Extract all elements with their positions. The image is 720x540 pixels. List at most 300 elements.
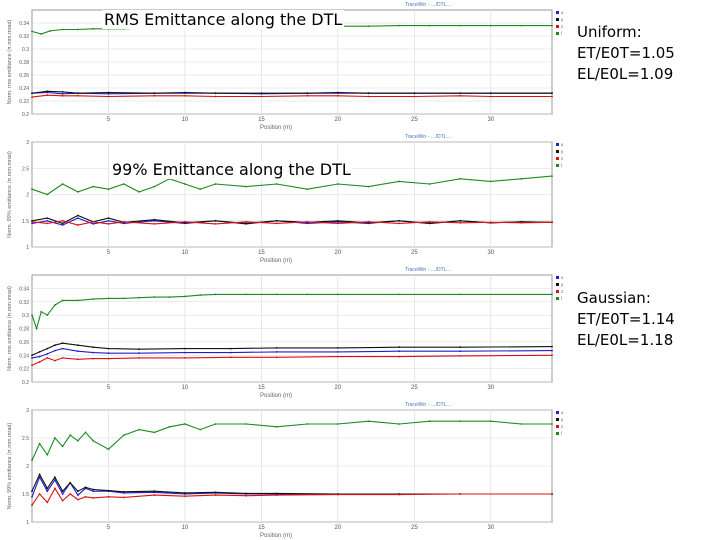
series-point-z (62, 357, 64, 359)
series-point-y (215, 220, 217, 222)
x-tick-label: 25 (411, 525, 418, 531)
series-point-y (108, 217, 110, 219)
series-point-y (398, 220, 400, 222)
x-tick-label: 5 (106, 250, 111, 256)
series-point-l (77, 191, 79, 193)
series-point-z (521, 222, 523, 224)
series-point-z (154, 95, 156, 97)
series-point-l (154, 432, 156, 434)
x-axis-label: Position (m) (259, 125, 293, 131)
series-point-l (245, 186, 247, 188)
series-point-l (199, 429, 201, 431)
series-point-l (31, 188, 33, 190)
rms-title: RMS Emittance along the DTL (104, 10, 343, 29)
series-point-l (62, 446, 64, 448)
series-point-l (551, 423, 553, 425)
series-point-l (245, 294, 247, 296)
series-point-l (490, 25, 492, 27)
series-point-x (62, 224, 64, 226)
series-point-l (39, 443, 41, 445)
legend-label-x: x (561, 275, 564, 280)
x-tick-label: 15 (258, 117, 265, 123)
legend-label-y: y (561, 149, 564, 154)
y-tick-label: 0.22 (19, 99, 29, 105)
series-point-l (490, 181, 492, 183)
series-point-y (62, 490, 64, 492)
series-point-z (215, 223, 217, 225)
series-point-l (62, 29, 64, 31)
uniform-el-ratio: EL/E0L=1.09 (577, 65, 674, 83)
series-point-l (521, 25, 523, 27)
series-point-l (184, 423, 186, 425)
y-tick-label: 0.24 (19, 353, 29, 360)
series-point-x (54, 350, 56, 352)
series-point-y (123, 491, 125, 493)
legend-marker-z (556, 157, 559, 160)
series-point-l (368, 420, 370, 422)
series-point-z (54, 488, 56, 490)
series-point-l (123, 298, 125, 300)
legend-label-z: z (561, 289, 564, 294)
series-point-y (31, 92, 33, 94)
series-point-l (108, 188, 110, 190)
series-point-l (138, 191, 140, 193)
series-point-l (521, 178, 523, 180)
series-point-l (40, 33, 42, 35)
x-tick-label: 20 (334, 385, 342, 391)
y-tick-label: 0.2 (22, 380, 29, 386)
series-point-l (199, 294, 201, 296)
series-point-z (108, 496, 110, 498)
series-point-l (551, 175, 553, 177)
series-point-y (276, 220, 278, 222)
series-point-l (62, 300, 64, 302)
y-axis-label: Norm. 99% emittance (π.mm.mrad) (7, 422, 13, 510)
series-point-y (138, 348, 140, 350)
series-point-x (62, 348, 64, 350)
series-point-y (77, 490, 79, 492)
series-point-y (108, 92, 110, 94)
x-tick-label: 10 (181, 385, 189, 391)
rms-gaussian-plot (0, 265, 572, 400)
series-point-l (31, 314, 33, 316)
series-point-z (184, 357, 186, 359)
legend-label-y: y (561, 282, 564, 287)
legend-marker-x (556, 143, 559, 146)
legend-marker-x (556, 11, 559, 14)
series-point-z (46, 94, 48, 96)
series-point-y (459, 346, 461, 348)
series-point-l (77, 29, 79, 31)
series-point-z (337, 95, 339, 97)
series-point-y (551, 346, 553, 348)
series-point-z (551, 354, 553, 356)
series-point-y (306, 92, 308, 94)
legend-label-x: x (561, 10, 564, 15)
series-point-z (31, 96, 33, 98)
p99-title: 99% Emittance along the DTL (112, 160, 351, 179)
series-point-z (368, 96, 370, 98)
x-tick-label: 25 (411, 250, 418, 256)
series-point-l (54, 304, 56, 306)
series-point-l (368, 25, 370, 27)
series-point-l (154, 186, 156, 188)
series-point-l (92, 186, 94, 188)
series-point-x (459, 350, 461, 352)
gaussian-et-ratio: ET/E0T=1.14 (577, 310, 675, 328)
x-tick-label: 10 (181, 250, 189, 256)
series-point-z (459, 493, 461, 495)
y-tick-label: 0.28 (19, 60, 29, 66)
series-point-y (184, 92, 186, 94)
series-point-x (337, 351, 339, 353)
gaussian-label: Gaussian: (577, 289, 651, 307)
gaussian-el-ratio: EL/E0L=1.18 (577, 331, 674, 349)
legend-label-y: y (561, 17, 564, 22)
legend-label-l: l (561, 296, 562, 301)
series-point-x (108, 352, 110, 354)
series-point-y (46, 217, 48, 219)
y-tick-label: 0.26 (19, 73, 29, 79)
series-point-z (337, 494, 339, 496)
series-point-x (92, 352, 94, 354)
series-point-y (245, 493, 247, 495)
legend-marker-y (556, 283, 559, 286)
y-tick-label: 0.32 (19, 299, 29, 306)
series-point-y (108, 490, 110, 492)
y-tick-label: 0.32 (19, 34, 29, 40)
series-point-z (261, 96, 263, 98)
y-tick-label: 2 (26, 192, 29, 199)
series-point-y (398, 346, 400, 348)
series-point-x (92, 490, 94, 492)
series-point-z (31, 364, 33, 366)
uniform-label: Uniform: (577, 23, 642, 41)
p99-gaussian-plot (0, 400, 572, 540)
y-tick-label: 0.24 (19, 86, 29, 92)
p99-uniform-plot (0, 132, 572, 265)
series-point-l (551, 294, 553, 296)
series-point-z (551, 221, 553, 223)
x-axis-label: Position (m) (259, 258, 293, 264)
uniform-note (577, 22, 675, 85)
series-point-y (62, 223, 64, 225)
series-point-l (429, 183, 431, 185)
x-tick-label: 15 (258, 525, 265, 531)
series-point-y (490, 92, 492, 94)
legend-marker-y (556, 418, 559, 421)
y-tick-label: 0.28 (19, 326, 29, 333)
series-point-z (429, 221, 431, 223)
series-point-x (62, 493, 64, 495)
series-point-y (551, 92, 553, 94)
y-tick-label: 2 (26, 464, 29, 470)
legend-marker-z (556, 25, 559, 28)
series-point-l (337, 423, 339, 425)
series-point-y (31, 354, 33, 356)
legend-marker-x (556, 276, 559, 279)
series-point-x (77, 217, 79, 219)
legend-label-l: l (561, 31, 562, 36)
plot-header: TraceWin - …/DTL… (405, 2, 452, 8)
series-point-l (276, 426, 278, 428)
series-point-z (154, 494, 156, 496)
series-point-z (62, 220, 64, 222)
x-tick-label: 25 (411, 117, 418, 123)
y-tick-label: 0.34 (19, 21, 29, 27)
series-point-l (62, 183, 64, 185)
series-point-l (521, 423, 523, 425)
series-point-l (551, 25, 553, 27)
plot-header: TraceWin - …/DTL… (405, 402, 452, 408)
series-point-l (306, 188, 308, 190)
series-point-z (184, 95, 186, 97)
x-axis-label: Position (m) (259, 533, 293, 539)
series-point-l (54, 437, 56, 439)
series-point-z (77, 499, 79, 501)
series-point-l (31, 460, 33, 462)
series-point-y (337, 347, 339, 349)
series-point-y (54, 344, 56, 346)
series-point-l (69, 434, 71, 436)
series-point-z (306, 221, 308, 223)
series-point-z (92, 497, 94, 499)
series-point-x (77, 494, 79, 496)
series-point-z (77, 358, 79, 360)
y-tick-label: 1.5 (22, 218, 29, 225)
series-point-l (490, 420, 492, 422)
series-point-z (398, 494, 400, 496)
series-point-l (31, 31, 33, 33)
series-point-z (184, 495, 186, 497)
series-point-z (92, 358, 94, 360)
series-point-x (230, 352, 232, 354)
series-point-z (62, 500, 64, 502)
series-point-x (39, 356, 41, 358)
series-point-x (46, 353, 48, 355)
series-point-y (62, 342, 64, 344)
y-tick-label: 0.3 (22, 313, 29, 320)
series-point-l (46, 454, 48, 456)
series-point-y (184, 492, 186, 494)
series-point-l (398, 181, 400, 183)
series-point-z (138, 357, 140, 359)
series-point-z (77, 95, 79, 97)
x-tick-label: 10 (181, 117, 189, 123)
series-point-y (414, 92, 416, 94)
y-tick-label: 0.22 (19, 366, 29, 373)
plot-header: TraceWin - …/DTL… (405, 134, 452, 140)
series-point-y (368, 92, 370, 94)
x-axis-label: Position (m) (259, 393, 293, 399)
series-point-l (276, 183, 278, 185)
x-tick-label: 30 (487, 385, 495, 391)
series-point-x (62, 93, 64, 95)
series-point-z (245, 221, 247, 223)
series-point-l (169, 426, 171, 428)
y-axis-label: Norm. rms emittance (π.mm.mrad) (7, 19, 13, 105)
series-point-l (92, 28, 94, 30)
y-tick-label: 2.5 (22, 436, 29, 442)
series-point-l (459, 420, 461, 422)
series-point-l (92, 298, 94, 300)
series-point-l (50, 30, 52, 32)
series-point-l (138, 429, 140, 431)
series-point-l (306, 294, 308, 296)
series-point-x (92, 223, 94, 225)
series-point-y (62, 91, 64, 93)
series-point-y (31, 490, 33, 492)
series-point-z (154, 223, 156, 225)
series-point-l (154, 296, 156, 298)
x-tick-label: 20 (334, 250, 342, 256)
series-point-z (123, 221, 125, 223)
legend-marker-y (556, 18, 559, 21)
x-tick-label: 15 (258, 385, 265, 391)
legend-label-z: z (561, 156, 564, 161)
series-point-l (337, 183, 339, 185)
series-point-l (46, 314, 48, 316)
series-point-z (31, 504, 33, 506)
x-tick-label: 10 (181, 525, 189, 531)
series-point-y (459, 220, 461, 222)
x-tick-label: 20 (334, 117, 342, 123)
series-point-z (276, 223, 278, 225)
legend-marker-x (556, 411, 559, 414)
series-point-z (184, 221, 186, 223)
series-point-y (429, 223, 431, 225)
series-point-l (123, 183, 125, 185)
series-point-x (184, 352, 186, 354)
series-point-x (31, 223, 33, 225)
series-point-l (215, 294, 217, 296)
series-point-z (108, 223, 110, 225)
y-tick-label: 2.5 (22, 166, 29, 173)
series-point-z (414, 96, 416, 98)
series-point-z (551, 493, 553, 495)
series-point-l (459, 178, 461, 180)
plot-header: TraceWin - …/DTL… (405, 267, 452, 273)
series-point-z (245, 495, 247, 497)
series-point-z (490, 221, 492, 223)
x-tick-label: 5 (106, 385, 111, 391)
series-point-z (459, 95, 461, 97)
gaussian-note (577, 288, 675, 351)
legend-label-x: x (561, 410, 564, 415)
series-point-z (459, 355, 461, 357)
series-point-l (398, 294, 400, 296)
legend-label-l: l (561, 431, 562, 436)
legend-marker-z (556, 290, 559, 293)
y-tick-label: 3 (26, 140, 29, 146)
series-point-l (85, 432, 87, 434)
series-point-z (31, 221, 33, 223)
series-point-z (230, 356, 232, 358)
series-point-z (368, 221, 370, 223)
series-point-z (46, 223, 48, 225)
y-tick-label: 0.2 (22, 112, 29, 118)
series-point-y (46, 90, 48, 92)
series-point-z (54, 360, 56, 362)
x-tick-label: 20 (334, 525, 342, 531)
series-point-z (276, 494, 278, 496)
series-point-z (459, 222, 461, 224)
series-point-l (459, 294, 461, 296)
series-point-l (398, 25, 400, 27)
series-point-y (54, 476, 56, 478)
y-tick-label: 0.34 (19, 286, 29, 293)
series-point-z (39, 361, 41, 363)
series-point-l (199, 188, 201, 190)
series-point-z (551, 96, 553, 98)
series-point-x (138, 352, 140, 354)
legend-label-z: z (561, 24, 564, 29)
series-point-y (46, 488, 48, 490)
series-point-y (92, 489, 94, 491)
series-point-y (77, 92, 79, 94)
series-point-l (92, 440, 94, 442)
series-point-l (108, 448, 110, 450)
series-point-y (215, 491, 217, 493)
y-axis-label: Norm. rms emittance (π.mm.mrad) (7, 286, 13, 371)
series-point-l (306, 423, 308, 425)
legend-marker-l (556, 432, 559, 435)
series-point-l (337, 294, 339, 296)
series-point-y (337, 220, 339, 222)
series-point-y (276, 347, 278, 349)
series-point-y (337, 92, 339, 94)
series-point-z (337, 356, 339, 358)
series-point-y (154, 219, 156, 221)
series-point-l (169, 296, 171, 298)
series-point-z (46, 502, 48, 504)
series-point-x (46, 220, 48, 222)
uniform-et-ratio: ET/E0T=1.05 (577, 44, 675, 62)
x-tick-label: 30 (487, 250, 495, 256)
series-point-x (46, 490, 48, 492)
y-tick-label: 0.3 (22, 47, 29, 53)
series-point-y (245, 223, 247, 225)
series-point-z (108, 96, 110, 98)
series-point-l (368, 186, 370, 188)
series-point-z (92, 221, 94, 223)
series-point-z (398, 356, 400, 358)
series-point-y (39, 474, 41, 476)
x-tick-label: 30 (487, 525, 495, 531)
series-point-y (276, 493, 278, 495)
series-point-l (123, 434, 125, 436)
y-tick-label: 1 (26, 520, 29, 526)
series-point-z (276, 356, 278, 358)
series-point-l (215, 183, 217, 185)
series-point-y (69, 482, 71, 484)
y-tick-label: 1.5 (22, 492, 29, 498)
series-point-l (276, 294, 278, 296)
series-point-l (36, 328, 38, 330)
series-point-l (77, 300, 79, 302)
series-point-y (77, 215, 79, 217)
x-tick-label: 15 (258, 250, 265, 256)
series-point-y (46, 348, 48, 350)
series-point-y (459, 92, 461, 94)
series-point-z (62, 95, 64, 97)
x-tick-label: 5 (106, 525, 111, 531)
series-point-l (184, 183, 186, 185)
legend-label-x: x (561, 142, 564, 147)
legend-marker-z (556, 425, 559, 428)
series-point-l (245, 423, 247, 425)
series-point-z (123, 497, 125, 499)
